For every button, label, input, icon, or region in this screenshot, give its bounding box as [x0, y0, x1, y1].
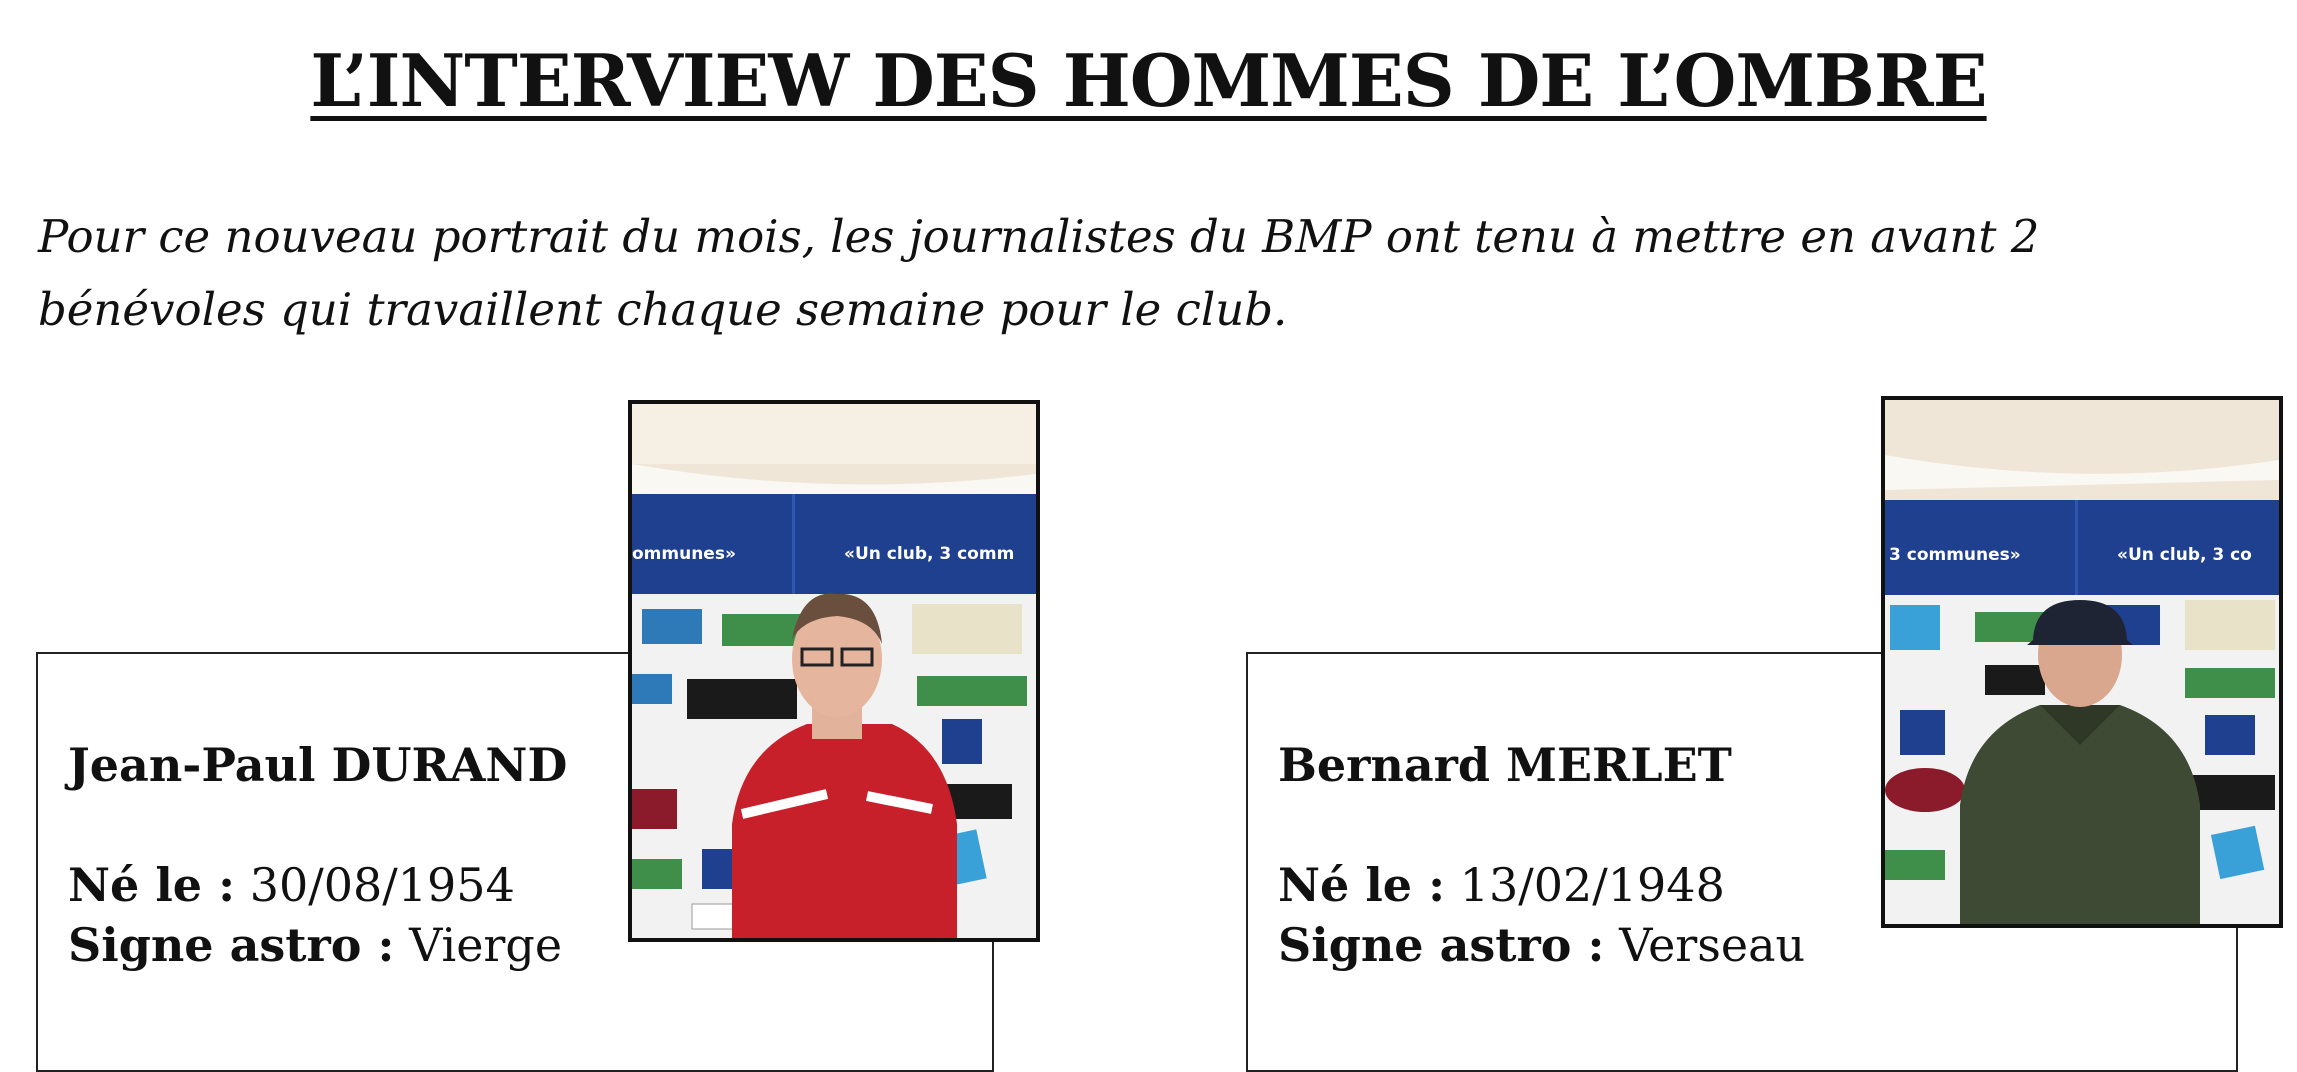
article-intro: Pour ce nouveau portrait du mois, les journalistes du BMP ont tenu à mettre en avant 2 bénévoles qui travaillent chaque semaine pour le club. — [38, 210, 2040, 336]
birthdate-label: Né le : — [1278, 858, 1446, 912]
zodiac-label: Signe astro : — [68, 918, 395, 972]
article-title — [0, 38, 2297, 124]
profile-name: Jean-Paul DURAND — [68, 738, 568, 792]
profile-photo-merlet — [1881, 396, 2283, 928]
banner-right-text: «Un club, 3 comm — [844, 544, 1015, 564]
profile-birthdate — [68, 858, 515, 912]
zodiac-value: Vierge — [409, 918, 563, 972]
banner-left-text: ommunes» — [632, 544, 736, 564]
banner-left-text: 3 communes» — [1889, 545, 2021, 565]
article-title-text: L’INTERVIEW DES HOMMES DE L’OMBRE — [310, 38, 1987, 123]
profile-zodiac — [68, 918, 562, 972]
birthdate-value: 30/08/1954 — [249, 858, 515, 912]
birthdate-label: Né le : — [68, 858, 236, 912]
portrait-photo-icon — [632, 404, 1036, 938]
banner-right-text: «Un club, 3 co — [2117, 545, 2252, 565]
profile-zodiac — [1278, 918, 1805, 972]
portrait-photo-icon — [1885, 400, 2279, 924]
profile-photo-durand — [628, 400, 1040, 942]
birthdate-value: 13/02/1948 — [1459, 858, 1725, 912]
profile-birthdate — [1278, 858, 1725, 912]
zodiac-value: Verseau — [1619, 918, 1806, 972]
profile-name: Bernard MERLET — [1278, 738, 1732, 792]
zodiac-label: Signe astro : — [1278, 918, 1605, 972]
